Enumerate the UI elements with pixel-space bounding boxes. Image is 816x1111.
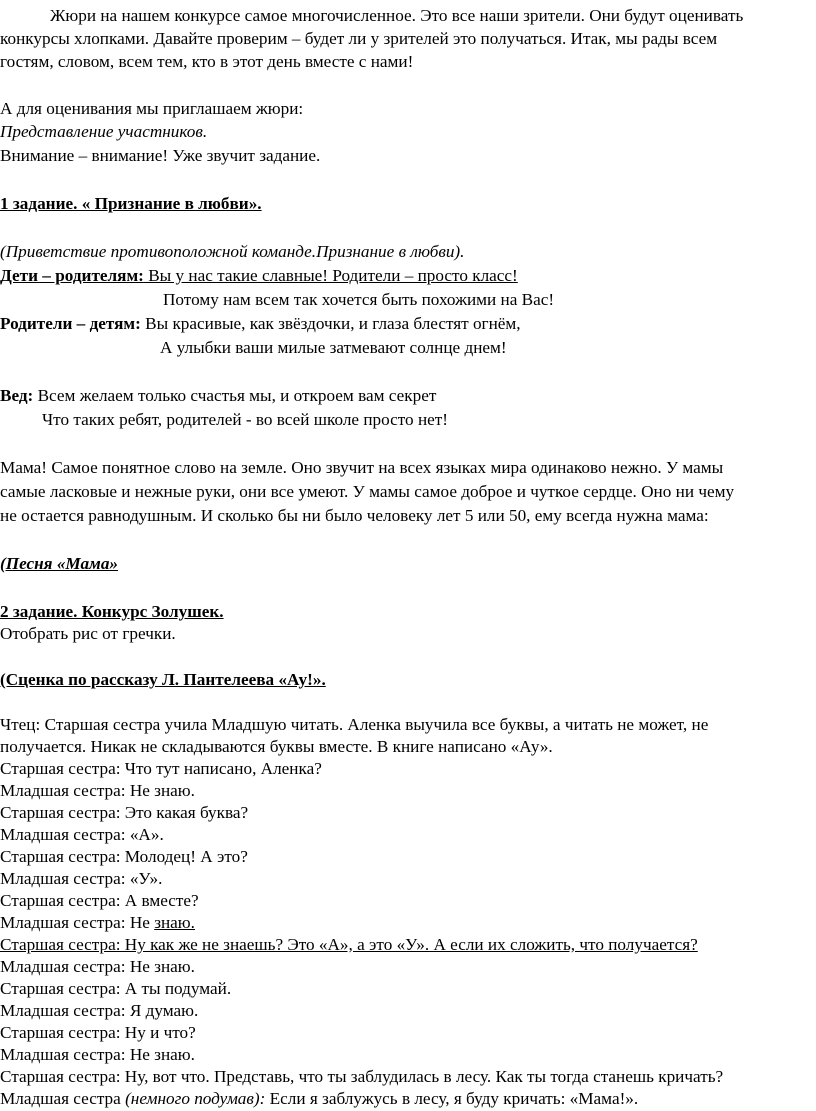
dialogue-line: Старшая сестра: Ну, вот что. Представь, что ты заблудилась в лесу. Как ты тогда станешь кричать? bbox=[0, 1067, 724, 1086]
dialogue-prefix: Младшая сестра bbox=[0, 1089, 126, 1108]
parents-line-2: А улыбки ваши милые затмевают солнце днем! bbox=[160, 338, 507, 357]
dialogue-underlined-word: знаю. bbox=[154, 913, 195, 932]
stage-direction: (немного подумав): bbox=[125, 1089, 266, 1108]
parents-text-1: Вы красивые, как звёздочки, и глаза блестят огнём, bbox=[140, 314, 521, 333]
song-title: (Песня «Мама» bbox=[0, 554, 119, 573]
final-lines bbox=[0, 1066, 816, 1111]
reader-line-2: получается. Никак не складываются буквы вместе. В книге написано «Ау». bbox=[0, 737, 553, 756]
kids-line-1 bbox=[0, 264, 518, 287]
dialogue-line bbox=[0, 911, 195, 934]
task1-note: (Приветствие противоположной команде.Признание в любви). bbox=[0, 242, 465, 261]
parents-line-1 bbox=[0, 312, 521, 335]
dialogue-line: Младшая сестра: Не знаю. bbox=[0, 1045, 195, 1064]
host-line-1 bbox=[0, 384, 436, 407]
attention-line: Внимание – внимание! Уже звучит задание. bbox=[0, 146, 321, 165]
dialogue-line: Младшая сестра: Не знаю. bbox=[0, 781, 195, 800]
dialogue-line: Старшая сестра: Ну как же не знаешь? Это «А», а это «У». А если их сложить, что получается? bbox=[0, 935, 698, 954]
dialogue-line: Младшая сестра: «А». bbox=[0, 825, 164, 844]
reader-line-1: Чтец: Старшая сестра учила Младшую читать. Аленка выучила все буквы, а читать не может, не bbox=[0, 715, 709, 734]
scene-title: (Сценка по рассказу Л. Пантелеева «Ау!». bbox=[0, 670, 326, 689]
task1-heading: 1 задание. « Признание в любви». bbox=[0, 194, 262, 213]
intro-line-1: Жюри на нашем конкурсе самое многочисленное. Это все наши зрители. Они будут оценивать bbox=[50, 6, 744, 25]
kids-label: Дети – родителям: bbox=[0, 266, 144, 285]
parents-label: Родители – детям: bbox=[0, 314, 141, 333]
kids-text-1: Вы у нас такие славные! Родители – просто класс! bbox=[143, 266, 518, 285]
dialogue-line: Старшая сестра: А вместе? bbox=[0, 891, 199, 910]
task2-heading: 2 задание. Конкурс Золушек. bbox=[0, 602, 224, 621]
participants-line: Представление участников. bbox=[0, 122, 208, 141]
intro-line-2: конкурсы хлопками. Давайте проверим – будет ли у зрителей это получаться. Итак, мы рады всем bbox=[0, 29, 718, 48]
dialogue-line: Старшая сестра: Молодец! А это? bbox=[0, 847, 248, 866]
dialogue-prefix: Младшая сестра: Не bbox=[0, 913, 155, 932]
dialogue-line: Старшая сестра: Что тут написано, Аленка? bbox=[0, 759, 322, 778]
mama-line-2: самые ласковые и нежные руки, они все умеют. У мамы самое доброе и чуткое сердце. Оно ни чему bbox=[0, 482, 735, 501]
kids-line-2: Потому нам всем так хочется быть похожими на Вас! bbox=[163, 290, 555, 309]
dialogue-line: Младшая сестра: Я думаю. bbox=[0, 1001, 199, 1020]
mama-line-1: Мама! Самое понятное слово на земле. Оно звучит на всех языках мира одинаково нежно. У мамы bbox=[0, 458, 724, 477]
dialogue-line: Старшая сестра: Это какая буква? bbox=[0, 803, 249, 822]
host-line-2: Что таких ребят, родителей - во всей школе просто нет! bbox=[42, 410, 449, 429]
host-label: Вед: bbox=[0, 386, 34, 405]
dialogue-line bbox=[0, 1088, 638, 1110]
dialogue-rest: Если я заблужусь в лесу, я буду кричать: «Мама!». bbox=[265, 1089, 639, 1108]
task2-subtitle: Отобрать рис от гречки. bbox=[0, 624, 176, 643]
dialogue-line: Старшая сестра: Ну и что? bbox=[0, 1023, 196, 1042]
dialogue-line: Младшая сестра: «У». bbox=[0, 869, 163, 888]
jury-line: А для оценивания мы приглашаем жюри: bbox=[0, 99, 304, 118]
mama-line-3: не остается равнодушным. И сколько бы ни было человеку лет 5 или 50, ему всегда нужна мама: bbox=[0, 506, 709, 525]
intro-line-3: гостям, словом, всем тем, кто в этот день вместе с нами! bbox=[0, 52, 414, 71]
host-text-1: Всем желаем только счастья мы, и откроем вам секрет bbox=[33, 386, 437, 405]
dialogue-line: Старшая сестра: А ты подумай. bbox=[0, 979, 232, 998]
dialogue-line: Младшая сестра: Не знаю. bbox=[0, 957, 195, 976]
